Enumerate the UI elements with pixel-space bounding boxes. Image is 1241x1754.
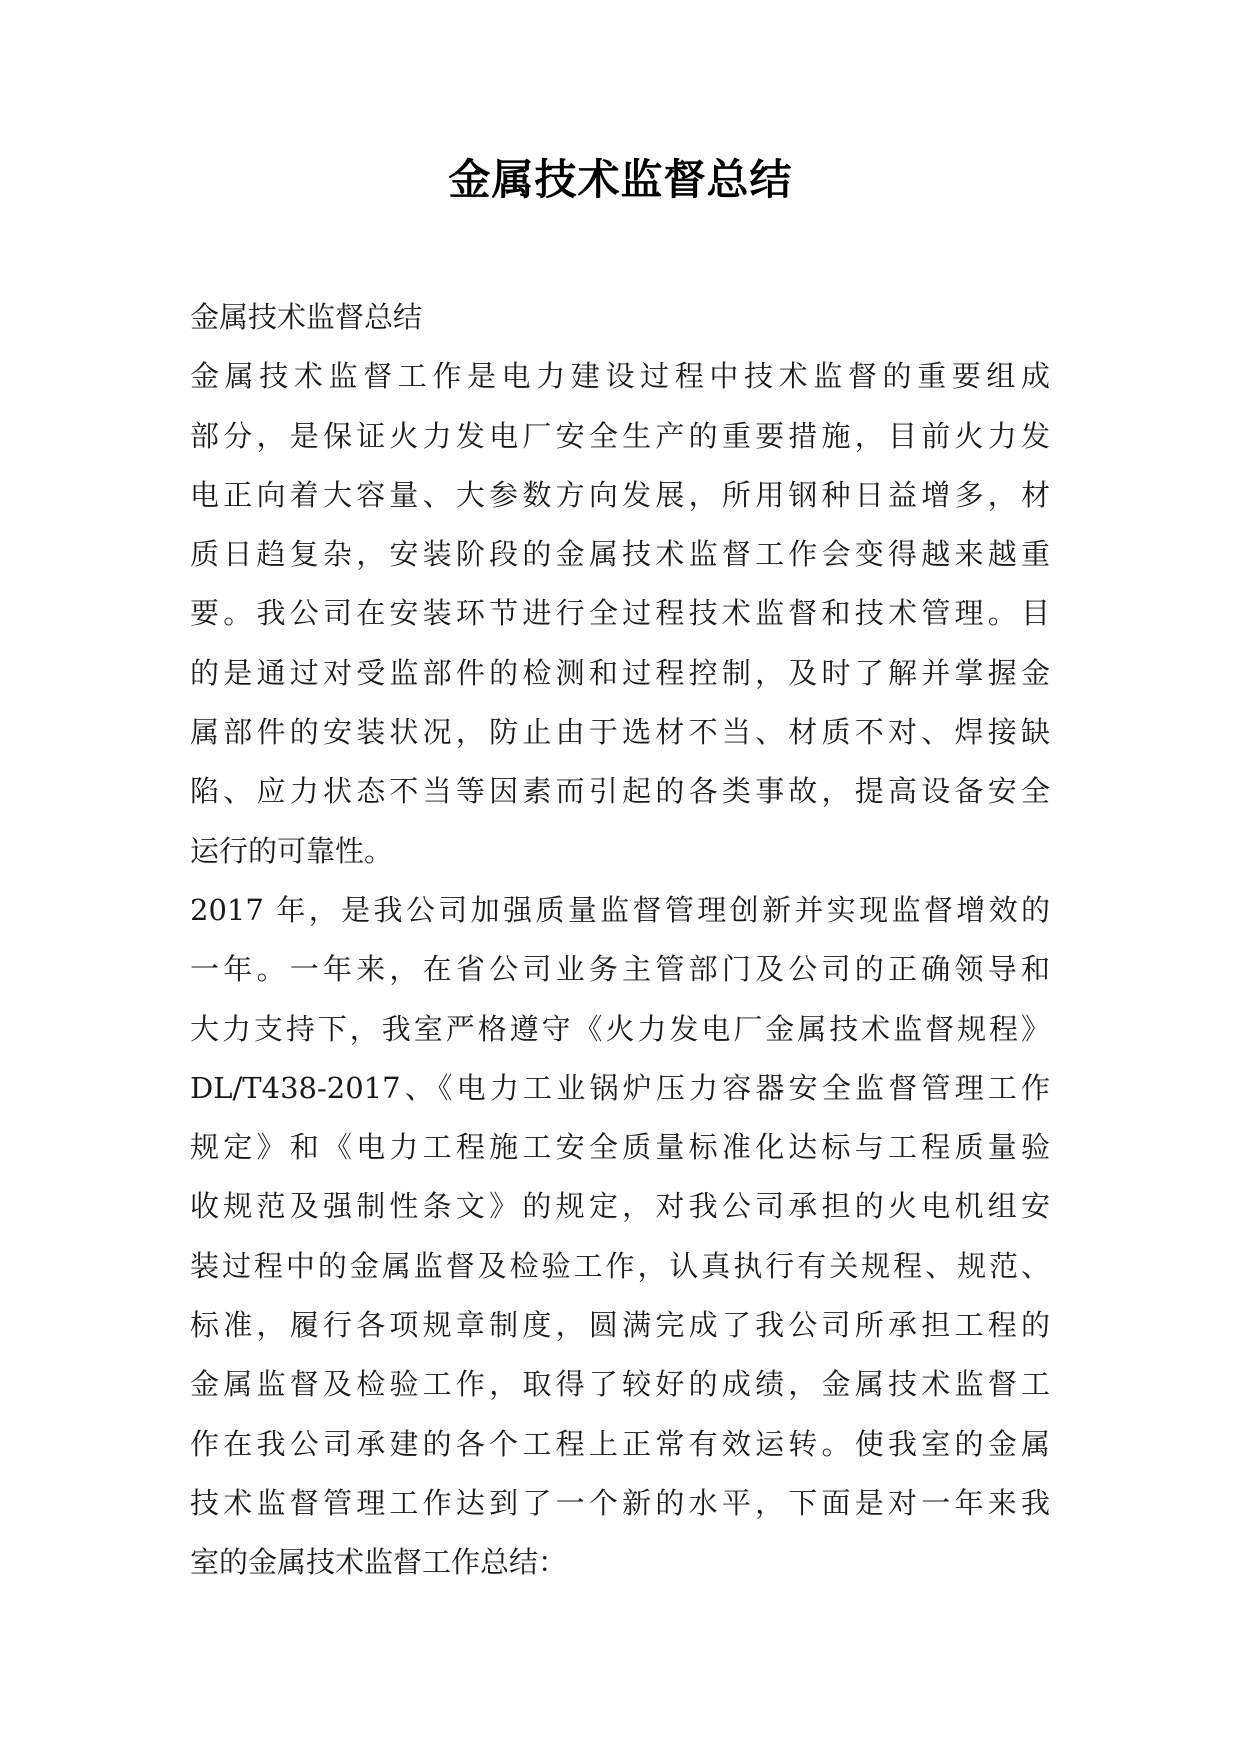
body-line-13: 大力支持下，我室严格遵守《火力发电厂金属技术监督规程》 <box>190 1011 1050 1046</box>
body-line-22: 室的金属技术监督工作总结： <box>190 1545 568 1580</box>
body-line-8: 属部件的安装状况，防止由于选材不当、材质不对、焊接缺 <box>190 715 1050 750</box>
body-line-9: 陷、应力状态不当等因素而引起的各类事故，提高设备安全 <box>190 774 1050 809</box>
body-line-21: 技术监督管理工作达到了一个新的水平，下面是对一年来我 <box>190 1485 1050 1520</box>
body-line-7: 的是通过对受监部件的检测和过程控制，及时了解并掌握金 <box>190 655 1050 690</box>
body-line-20: 作在我公司承建的各个工程上正常有效运转。使我室的金属 <box>190 1426 1050 1461</box>
body-line-19: 金属监督及检验工作，取得了较好的成绩，金属技术监督工 <box>190 1367 1050 1402</box>
body-line-4: 电正向着大容量、大参数方向发展，所用钢种日益增多，材 <box>190 477 1050 512</box>
body-line-14: DL/T438-2017、《电力工业锅炉压力容器安全监督管理工作 <box>190 1070 1050 1105</box>
body-line-6: 要。我公司在安装环节进行全过程技术监督和技术管理。目 <box>190 596 1050 631</box>
body-line-10: 运行的可靠性。 <box>190 833 394 868</box>
body-line-16: 收规范及强制性条文》的规定，对我公司承担的火电机组安 <box>190 1189 1050 1224</box>
body-line-5: 质日趋复杂，安装阶段的金属技术监督工作会变得越来越重 <box>190 537 1050 572</box>
body-line-1: 金属技术监督总结 <box>190 300 423 334</box>
body-line-12: 一年。一年来，在省公司业务主管部门及公司的正确领导和 <box>190 952 1050 987</box>
body-line-2: 金属技术监督工作是电力建设过程中技术监督的重要组成 <box>190 359 1050 394</box>
body-line-11: 2017 年，是我公司加强质量监督管理创新并实现监督增效的 <box>190 892 1050 927</box>
body-line-3: 部分，是保证火力发电厂安全生产的重要措施，目前火力发 <box>190 418 1050 453</box>
body-line-18: 标准，履行各项规章制度，圆满完成了我公司所承担工程的 <box>190 1308 1050 1343</box>
body-line-15: 规定》和《电力工程施工安全质量标准化达标与工程质量验 <box>190 1130 1050 1165</box>
document-title: 金属技术监督总结 <box>448 155 793 204</box>
document-body <box>190 288 1050 1593</box>
body-line-17: 装过程中的金属监督及检验工作，认真执行有关规程、规范、 <box>190 1248 1050 1283</box>
